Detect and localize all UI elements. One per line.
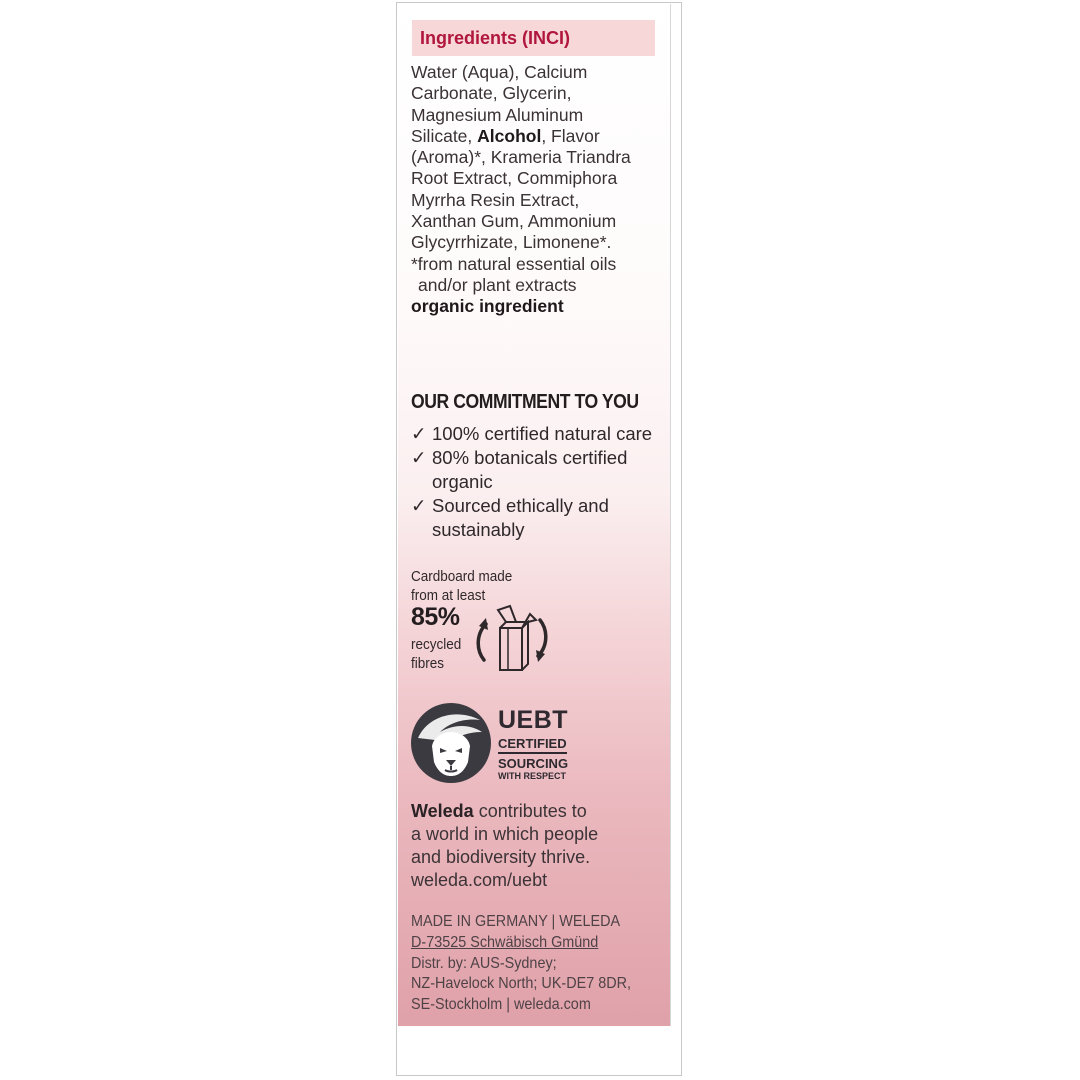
commitment-item — [411, 494, 666, 542]
ingredients-line: Xanthan Gum, Ammonium — [411, 211, 617, 232]
weleda-statement: Weleda contributes to a world in which people and biodiversity thrive. weleda.com/uebt — [411, 800, 671, 892]
uebt-certified: CERTIFIED — [498, 736, 567, 754]
uebt-title: UEBT — [498, 706, 569, 734]
commitment-title: OUR COMMITMENT TO YOU — [411, 391, 639, 413]
ingredients-line-text: Silicate, — [411, 125, 478, 146]
uebt-respect: WITH RESPECT — [498, 771, 567, 781]
recycled-box-icon — [472, 604, 552, 676]
check-icon: ✓ — [411, 423, 427, 444]
ingredients-line: Water (Aqua), Calcium — [411, 62, 588, 82]
ingredients-footnote: and/or plant extracts — [418, 274, 577, 295]
recycled-text: recycled fibres — [411, 636, 462, 672]
commitment-text: 80% botanicals certified organic — [432, 447, 628, 492]
ingredients-line — [411, 126, 666, 147]
ingredients-list — [411, 62, 666, 318]
uebt-sourcing: SOURCING — [498, 756, 569, 771]
check-icon: ✓ — [411, 495, 427, 516]
ingredients-line: Glycyrrhizate, Limonene*. — [411, 232, 612, 253]
ingredients-footnote: *from natural essential oils — [411, 253, 617, 274]
recycled-percent: 85% — [411, 603, 460, 631]
alcohol-ingredient: Alcohol — [477, 125, 542, 146]
ingredients-line: Myrrha Resin Extract, — [411, 189, 580, 210]
organic-ingredient-note: organic ingredient — [411, 296, 564, 317]
ingredients-line: (Aroma)*, Krameria Triandra — [411, 147, 631, 168]
weleda-uebt-url: weleda.com/uebt — [411, 870, 548, 890]
commitment-text: 100% certified natural care — [432, 423, 653, 444]
lion-icon — [410, 702, 492, 784]
ingredients-line: Root Extract, Commiphora — [411, 168, 618, 189]
commitment-item — [411, 446, 666, 494]
manufacturer-info: MADE IN GERMANY | WELEDA D-73525 Schwäbisch Gmünd Distr. by: AUS-Sydney; NZ-Havelock North; UK-DE7 8DR, SE-Stockholm | weleda.com — [411, 913, 632, 1014]
cardboard-text: Cardboard made from at least — [411, 568, 513, 604]
ingredients-line: Carbonate, Glycerin, — [411, 83, 572, 104]
ingredients-header: Ingredients (INCI) — [412, 20, 655, 56]
commitment-text: Sourced ethically and sustainably — [432, 495, 609, 540]
weleda-brand: Weleda — [411, 801, 474, 821]
commitment-list — [411, 422, 666, 542]
check-icon: ✓ — [411, 447, 427, 468]
ingredients-line-text: , Flavor — [541, 125, 600, 146]
ingredients-line: Magnesium Aluminum — [411, 104, 584, 125]
commitment-item — [411, 422, 666, 446]
